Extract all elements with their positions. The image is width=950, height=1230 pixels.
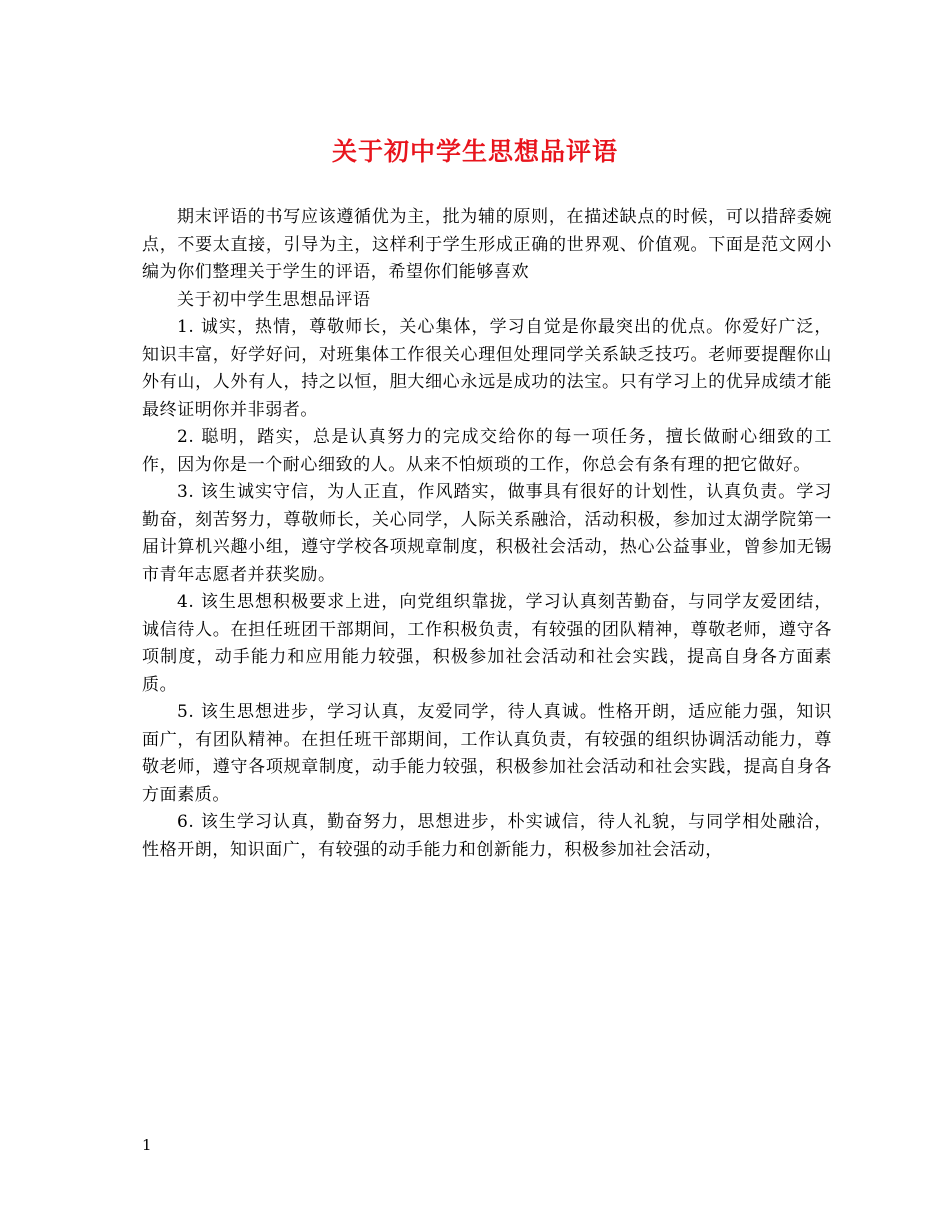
comment-paragraph-1: 1. 诚实，热情，尊敬师长，关心集体，学习自觉是你最突出的优点。你爱好广泛，知识丰富，好学好问，对班集体工作很关心理但处理同学关系缺乏技巧。老师要提醒你山外有山，人外有人，持之以恒，胆大细心永远是成功的法宝。只有学习上的优异成绩才能最终证明你并非弱者。 bbox=[142, 317, 832, 420]
document-body bbox=[142, 204, 832, 864]
comment-paragraph-3: 3. 该生诚实守信，为人正直，作风踏实，做事具有很好的计划性，认真负责。学习勤奋，刻苦努力，尊敬师长，关心同学，人际关系融洽，活动积极，参加过太湖学院第一届计算机兴趣小组，遵守学校各项规章制度，积极社会活动，热心公益事业，曾参加无锡市青年志愿者并获奖励。 bbox=[142, 482, 832, 585]
section-heading: 关于初中学生思想品评语 bbox=[177, 289, 371, 310]
intro-paragraph: 期末评语的书写应该遵循优为主，批为辅的原则，在描述缺点的时候，可以措辞委婉点，不要太直接，引导为主，这样利于学生形成正确的世界观、价值观。下面是范文网小编为你们整理关于学生的评语，希望你们能够喜欢 bbox=[142, 207, 832, 282]
comment-paragraph-2: 2. 聪明，踏实，总是认真努力的完成交给你的每一项任务，擅长做耐心细致的工作，因为你是一个耐心细致的人。从来不怕烦琐的工作，你总会有条有理的把它做好。 bbox=[142, 427, 832, 475]
document-title: 关于初中学生思想品评语 bbox=[331, 137, 618, 166]
page-number: 1 bbox=[142, 1136, 152, 1154]
comment-paragraph-6: 6. 该生学习认真，勤奋努力，思想进步，朴实诚信，待人礼貌，与同学相处融洽，性格开朗，知识面广，有较强的动手能力和创新能力，积极参加社会活动， bbox=[142, 812, 832, 860]
comment-paragraph-5: 5. 该生思想进步，学习认真，友爱同学，待人真诚。性格开朗，适应能力强，知识面广，有团队精神。在担任班干部期间，工作认真负责，有较强的组织协调活动能力，尊敬老师，遵守各项规章制度，动手能力较强，积极参加社会活动和社会实践，提高自身各方面素质。 bbox=[142, 702, 832, 805]
comment-paragraph-4: 4. 该生思想积极要求上进，向党组织靠拢，学习认真刻苦勤奋，与同学友爱团结，诚信待人。在担任班团干部期间，工作积极负责，有较强的团队精神，尊敬老师，遵守各项制度，动手能力和应用能力较强，积极参加社会活动和社会实践，提高自身各方面素质。 bbox=[142, 592, 832, 695]
